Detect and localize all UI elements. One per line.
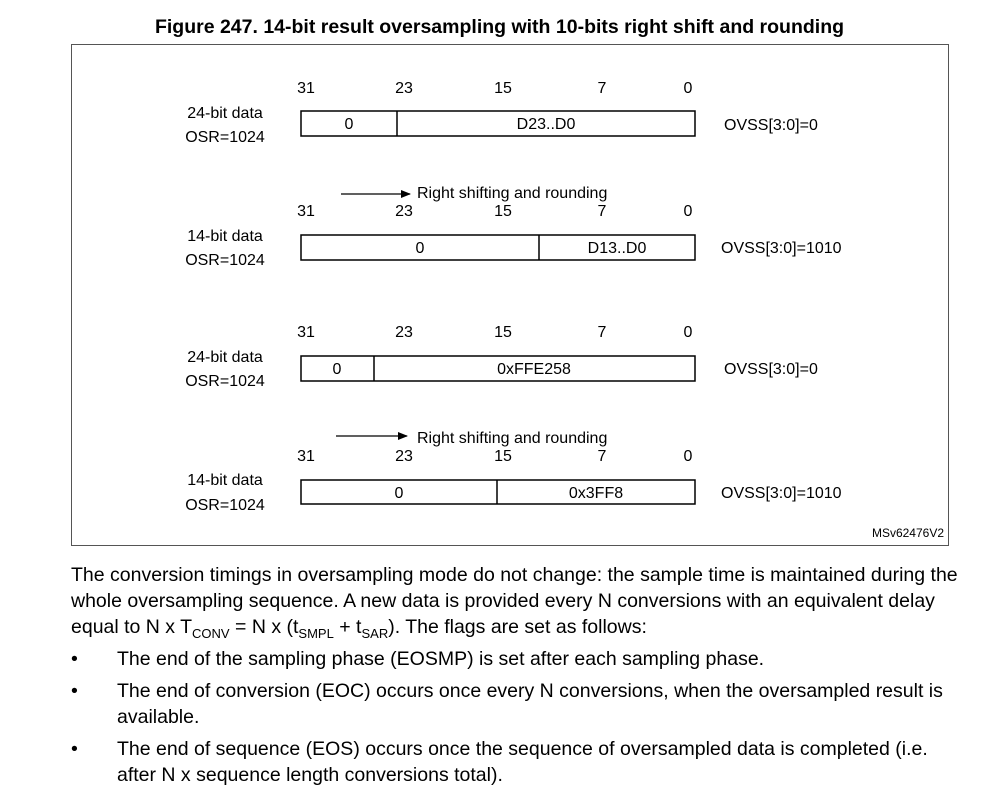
register-field-data: 0xFFE258 [497, 361, 571, 378]
subscript-sar: SAR [361, 626, 389, 641]
shift-label: Right shifting and rounding [417, 430, 608, 447]
paragraph-text: ). The flags are set as follows: [388, 616, 647, 638]
row-label-osr: OSR=1024 [185, 497, 265, 514]
bullet-icon: • [71, 738, 78, 760]
list-item [71, 646, 971, 672]
subscript-smpl: SMPL [298, 626, 334, 641]
shift-label: Right shifting and rounding [417, 185, 608, 202]
bit-position-7: 7 [597, 80, 607, 97]
bit-position-23: 23 [395, 80, 413, 97]
bit-position-7: 7 [597, 448, 607, 465]
bit-position-15: 15 [494, 80, 512, 97]
bit-position-15: 15 [494, 324, 512, 341]
bit-position-0: 0 [683, 324, 693, 341]
bit-position-31: 31 [297, 80, 315, 97]
bit-position-15: 15 [494, 448, 512, 465]
row-label-osr: OSR=1024 [185, 129, 265, 146]
register-row-2 [185, 203, 841, 269]
paragraph-text: = N x (t [229, 616, 299, 638]
shift-annotation-2 [336, 430, 607, 447]
bit-position-7: 7 [597, 324, 607, 341]
bit-position-7: 7 [597, 203, 607, 220]
body-paragraph [71, 562, 961, 640]
bit-position-15: 15 [494, 203, 512, 220]
bullet-icon: • [71, 648, 78, 670]
register-field-data: D13..D0 [587, 240, 647, 257]
list-item-text: The end of the sampling phase (EOSMP) is set after each sampling phase. [117, 648, 765, 670]
bit-position-23: 23 [395, 448, 413, 465]
paragraph-text: + t [333, 616, 362, 638]
figure-title: Figure 247. 14-bit result oversampling with 10-bits right shift and rounding [154, 16, 845, 38]
subscript-conv: CONV [192, 626, 230, 641]
bit-position-23: 23 [395, 203, 413, 220]
row-label-bits: 14-bit data [187, 228, 263, 245]
list-item [71, 736, 971, 788]
ovss-setting: OVSS[3:0]=0 [724, 361, 818, 378]
flag-list [71, 646, 971, 794]
bit-position-0: 0 [683, 448, 693, 465]
register-field-upper: 0 [415, 240, 425, 257]
row-label-osr: OSR=1024 [185, 252, 265, 269]
paragraph-text: The conversion timings in oversampling mode do not change: the sample time is maintained during the whole oversampling sequence. A new data is provided every N conversions with an equivalent delay equal to N x T [71, 564, 958, 638]
row-label-osr: OSR=1024 [185, 373, 265, 390]
ovss-setting: OVSS[3:0]=1010 [721, 485, 842, 502]
register-field-upper: 0 [332, 361, 342, 378]
bit-position-0: 0 [683, 80, 693, 97]
register-box [301, 111, 695, 136]
row-label-bits: 24-bit data [187, 349, 263, 366]
register-row-1 [185, 80, 818, 146]
bit-position-0: 0 [683, 203, 693, 220]
list-item [71, 678, 971, 730]
register-field-data: D23..D0 [516, 116, 576, 133]
register-field-upper: 0 [394, 485, 404, 502]
register-field-upper: 0 [344, 116, 354, 133]
row-label-bits: 24-bit data [187, 105, 263, 122]
list-item-text: The end of conversion (EOC) occurs once every N conversions, when the oversampled result is available. [117, 680, 943, 728]
ovss-setting: OVSS[3:0]=1010 [721, 240, 842, 257]
register-row-4 [185, 448, 841, 514]
list-item-text: The end of sequence (EOS) occurs once the sequence of oversampled data is completed (i.e. after N x sequence length conversions total). [117, 738, 928, 786]
bit-position-23: 23 [395, 324, 413, 341]
bullet-icon: • [71, 680, 78, 702]
register-field-data: 0x3FF8 [568, 485, 624, 502]
shift-annotation-1 [341, 185, 607, 202]
bit-position-31: 31 [297, 324, 315, 341]
figure-reference: MSv62476V2 [871, 526, 944, 540]
ovss-setting: OVSS[3:0]=0 [724, 117, 818, 134]
register-box [301, 480, 695, 504]
bit-position-31: 31 [297, 448, 315, 465]
bit-position-31: 31 [297, 203, 315, 220]
row-label-bits: 14-bit data [187, 472, 263, 489]
register-row-3 [185, 324, 818, 390]
